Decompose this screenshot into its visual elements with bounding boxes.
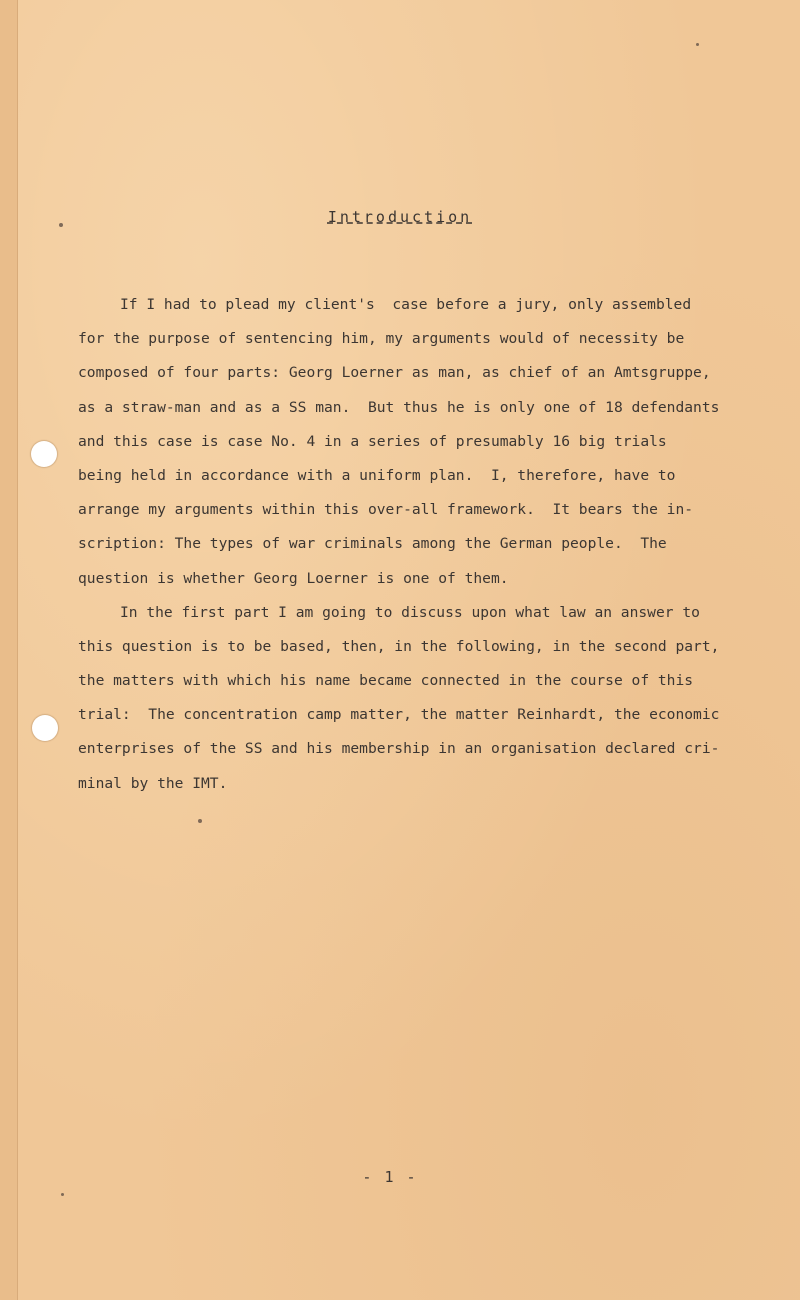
body-line: If I had to plead my client's case before a jury, only assembled bbox=[120, 296, 692, 313]
document-body bbox=[78, 288, 720, 801]
scan-edge-strip bbox=[0, 0, 18, 1300]
paper-speck bbox=[198, 819, 202, 823]
body-line: for the purpose of sentencing him, my arguments would of necessity be bbox=[78, 330, 685, 348]
body-line: question is whether Georg Loerner is one of them. bbox=[78, 569, 509, 587]
body-line: scription: The types of war criminals among the German people. The bbox=[78, 535, 667, 553]
body-line: minal by the IMT. bbox=[78, 774, 228, 792]
body-line: enterprises of the SS and his membership in an organisation declared cri- bbox=[78, 740, 720, 758]
document-title: Introduction bbox=[327, 208, 473, 226]
paper-speck bbox=[61, 1193, 64, 1196]
punch-hole bbox=[31, 441, 57, 467]
body-line: trial: The concentration camp matter, the matter Reinhardt, the economic bbox=[78, 706, 720, 724]
body-line: being held in accordance with a uniform plan. I, therefore, have to bbox=[78, 466, 676, 484]
body-line: In the first part I am going to discuss upon what law an answer to bbox=[120, 603, 700, 621]
body-line: the matters with which his name became connected in the course of this bbox=[78, 672, 694, 690]
body-line: composed of four parts: Georg Loerner as man, as chief of an Amtsgruppe, bbox=[78, 364, 711, 382]
paper-speck bbox=[696, 43, 699, 46]
body-line: as a straw-man and as a SS man. But thus he is only one of 18 defendants bbox=[78, 398, 720, 416]
body-line: and this case is case No. 4 in a series of presumably 16 big trials bbox=[78, 432, 667, 450]
punch-hole bbox=[32, 715, 58, 741]
body-line: this question is to be based, then, in the following, in the second part, bbox=[78, 637, 720, 655]
page-number: - 1 - bbox=[362, 1168, 418, 1186]
body-line: arrange my arguments within this over-all framework. It bears the in- bbox=[78, 501, 694, 519]
